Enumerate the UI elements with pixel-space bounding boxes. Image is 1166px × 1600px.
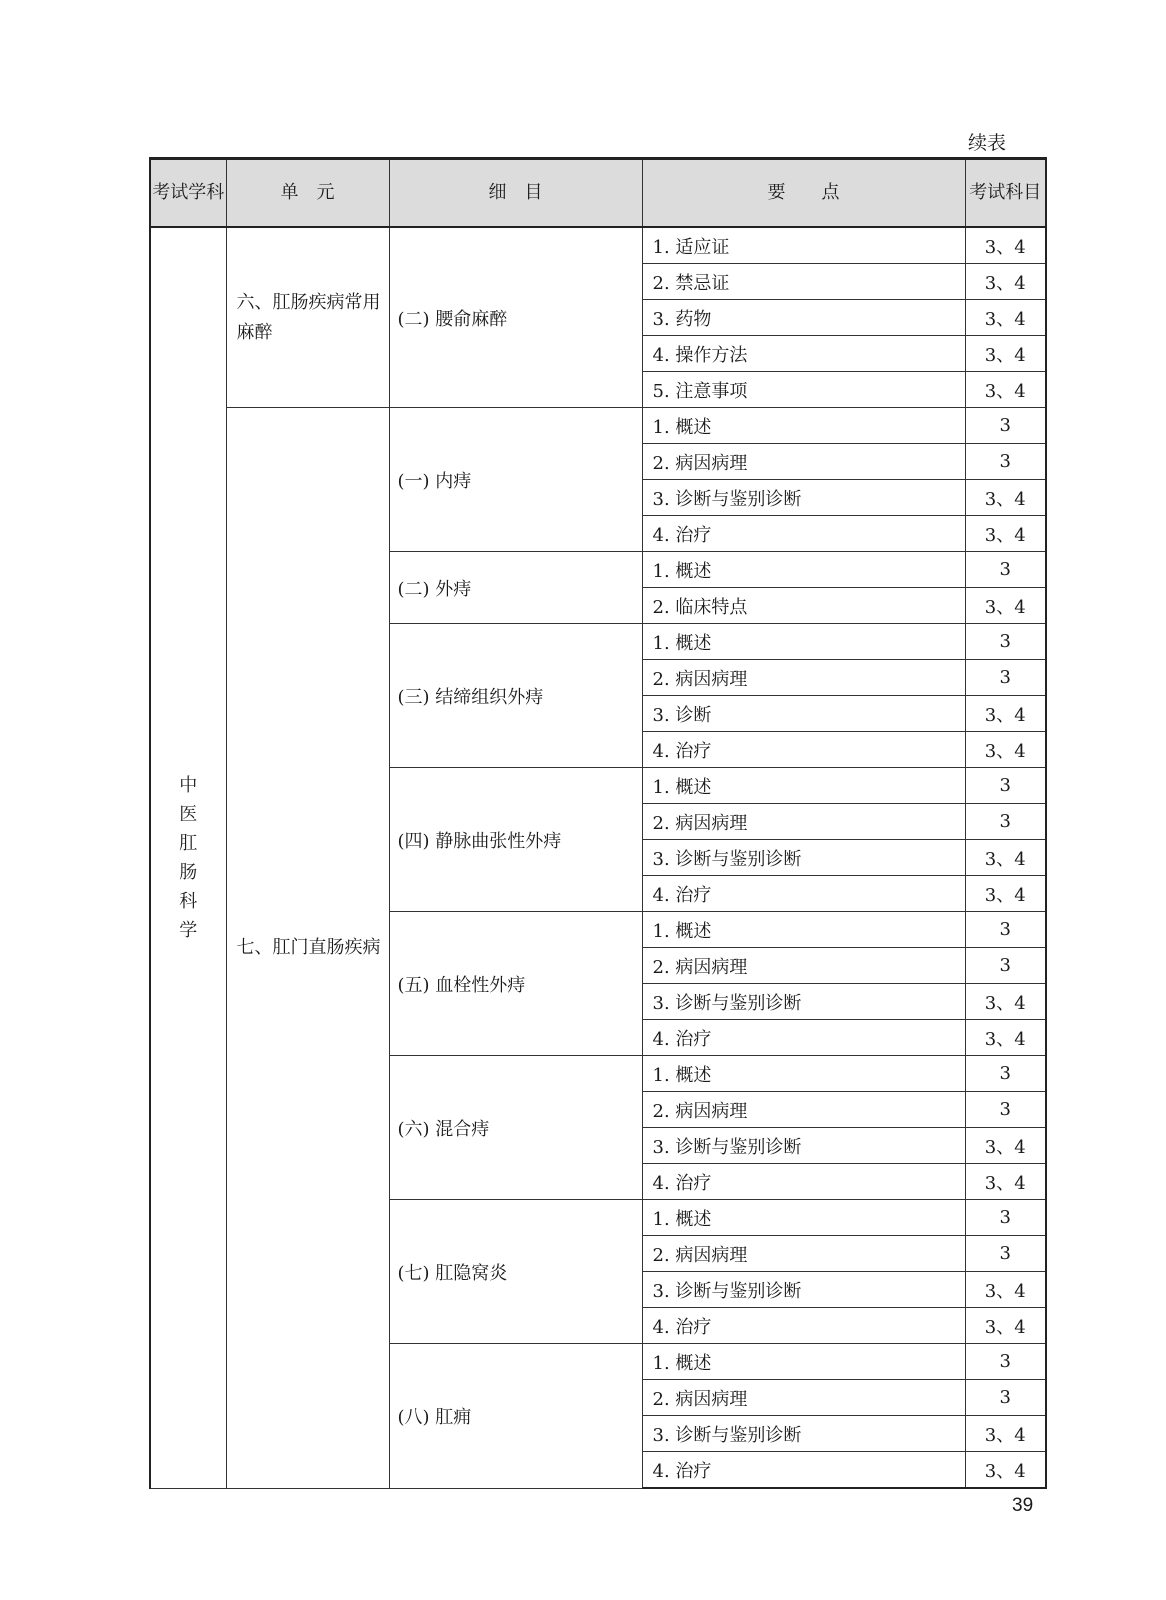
header-subject: 考试学科 bbox=[150, 159, 226, 228]
detail-cell: (五) 血栓性外痔 bbox=[389, 912, 642, 1056]
exam-code-cell: 3 bbox=[965, 1344, 1046, 1380]
point-cell: 3. 诊断与鉴别诊断 bbox=[642, 840, 965, 876]
point-cell: 1. 概述 bbox=[642, 408, 965, 444]
exam-code-cell: 3、4 bbox=[965, 588, 1046, 624]
subject-char: 中 bbox=[179, 774, 198, 796]
unit-cell: 七、肛门直肠疾病 bbox=[226, 408, 389, 1489]
detail-cell: (二) 腰俞麻醉 bbox=[389, 227, 642, 408]
header-unit: 单 元 bbox=[226, 159, 389, 228]
exam-code-cell: 3 bbox=[965, 1236, 1046, 1272]
point-cell: 1. 概述 bbox=[642, 552, 965, 588]
exam-code-cell: 3 bbox=[965, 804, 1046, 840]
table-row bbox=[150, 408, 1046, 444]
subject-char: 医 bbox=[179, 803, 198, 825]
point-cell: 1. 适应证 bbox=[642, 227, 965, 264]
exam-code-cell: 3、4 bbox=[965, 696, 1046, 732]
point-cell: 1. 概述 bbox=[642, 624, 965, 660]
point-cell: 3. 诊断与鉴别诊断 bbox=[642, 1416, 965, 1452]
table-header bbox=[150, 159, 1046, 228]
header-exam: 考试科目 bbox=[965, 159, 1046, 228]
subject-char: 科 bbox=[179, 890, 198, 912]
exam-code-cell: 3、4 bbox=[965, 1020, 1046, 1056]
header-points: 要 点 bbox=[642, 159, 965, 228]
unit-cell: 六、肛肠疾病常用麻醉 bbox=[226, 227, 389, 408]
exam-code-cell: 3 bbox=[965, 624, 1046, 660]
point-cell: 2. 病因病理 bbox=[642, 660, 965, 696]
point-cell: 3. 诊断与鉴别诊断 bbox=[642, 1272, 965, 1308]
detail-cell: (八) 肛痈 bbox=[389, 1344, 642, 1489]
point-cell: 3. 药物 bbox=[642, 300, 965, 336]
exam-code-cell: 3、4 bbox=[965, 1416, 1046, 1452]
table-body bbox=[150, 227, 1046, 1488]
point-cell: 4. 治疗 bbox=[642, 732, 965, 768]
point-cell: 1. 概述 bbox=[642, 1344, 965, 1380]
table-row bbox=[150, 227, 1046, 264]
exam-code-cell: 3、4 bbox=[965, 876, 1046, 912]
detail-cell: (一) 内痔 bbox=[389, 408, 642, 552]
page-number: 39 bbox=[1012, 1495, 1034, 1516]
exam-code-cell: 3 bbox=[965, 768, 1046, 804]
point-cell: 4. 治疗 bbox=[642, 1020, 965, 1056]
detail-cell: (四) 静脉曲张性外痔 bbox=[389, 768, 642, 912]
exam-code-cell: 3、4 bbox=[965, 840, 1046, 876]
exam-code-cell: 3 bbox=[965, 1200, 1046, 1236]
point-cell: 3. 诊断与鉴别诊断 bbox=[642, 1128, 965, 1164]
exam-code-cell: 3、4 bbox=[965, 1272, 1046, 1308]
detail-cell: (六) 混合痔 bbox=[389, 1056, 642, 1200]
point-cell: 4. 治疗 bbox=[642, 876, 965, 912]
exam-code-cell: 3、4 bbox=[965, 516, 1046, 552]
subject-char: 肛 bbox=[179, 832, 198, 854]
exam-code-cell: 3 bbox=[965, 444, 1046, 480]
point-cell: 5. 注意事项 bbox=[642, 372, 965, 408]
exam-code-cell: 3 bbox=[965, 660, 1046, 696]
exam-code-cell: 3、4 bbox=[965, 480, 1046, 516]
point-cell: 2. 临床特点 bbox=[642, 588, 965, 624]
point-cell: 4. 治疗 bbox=[642, 1452, 965, 1489]
subject-char: 肠 bbox=[179, 861, 198, 883]
point-cell: 4. 治疗 bbox=[642, 1164, 965, 1200]
exam-code-cell: 3、4 bbox=[965, 1308, 1046, 1344]
exam-code-cell: 3、4 bbox=[965, 1128, 1046, 1164]
point-cell: 4. 治疗 bbox=[642, 516, 965, 552]
point-cell: 3. 诊断与鉴别诊断 bbox=[642, 984, 965, 1020]
detail-cell: (三) 结缔组织外痔 bbox=[389, 624, 642, 768]
point-cell: 2. 病因病理 bbox=[642, 804, 965, 840]
point-cell: 2. 病因病理 bbox=[642, 1380, 965, 1416]
point-cell: 2. 病因病理 bbox=[642, 1236, 965, 1272]
exam-code-cell: 3、4 bbox=[965, 984, 1046, 1020]
exam-code-cell: 3、4 bbox=[965, 336, 1046, 372]
exam-code-cell: 3、4 bbox=[965, 227, 1046, 264]
exam-code-cell: 3 bbox=[965, 1092, 1046, 1128]
continuation-label: 续表 bbox=[968, 132, 1007, 154]
exam-code-cell: 3、4 bbox=[965, 1452, 1046, 1489]
point-cell: 4. 操作方法 bbox=[642, 336, 965, 372]
exam-code-cell: 3、4 bbox=[965, 1164, 1046, 1200]
point-cell: 4. 治疗 bbox=[642, 1308, 965, 1344]
subject-cell bbox=[150, 227, 226, 1488]
exam-code-cell: 3、4 bbox=[965, 372, 1046, 408]
exam-code-cell: 3、4 bbox=[965, 300, 1046, 336]
exam-code-cell: 3 bbox=[965, 408, 1046, 444]
detail-cell: (七) 肛隐窝炎 bbox=[389, 1200, 642, 1344]
subject-char: 学 bbox=[179, 919, 198, 941]
syllabus-table bbox=[149, 157, 1047, 1489]
exam-code-cell: 3 bbox=[965, 1056, 1046, 1092]
point-cell: 2. 病因病理 bbox=[642, 948, 965, 984]
header-detail: 细 目 bbox=[389, 159, 642, 228]
exam-code-cell: 3 bbox=[965, 552, 1046, 588]
point-cell: 1. 概述 bbox=[642, 1056, 965, 1092]
point-cell: 1. 概述 bbox=[642, 912, 965, 948]
point-cell: 2. 禁忌证 bbox=[642, 264, 965, 300]
exam-code-cell: 3 bbox=[965, 948, 1046, 984]
point-cell: 3. 诊断与鉴别诊断 bbox=[642, 480, 965, 516]
point-cell: 2. 病因病理 bbox=[642, 1092, 965, 1128]
exam-code-cell: 3、4 bbox=[965, 732, 1046, 768]
point-cell: 2. 病因病理 bbox=[642, 444, 965, 480]
detail-cell: (二) 外痔 bbox=[389, 552, 642, 624]
point-cell: 3. 诊断 bbox=[642, 696, 965, 732]
point-cell: 1. 概述 bbox=[642, 1200, 965, 1236]
exam-code-cell: 3 bbox=[965, 1380, 1046, 1416]
exam-code-cell: 3、4 bbox=[965, 264, 1046, 300]
point-cell: 1. 概述 bbox=[642, 768, 965, 804]
exam-code-cell: 3 bbox=[965, 912, 1046, 948]
